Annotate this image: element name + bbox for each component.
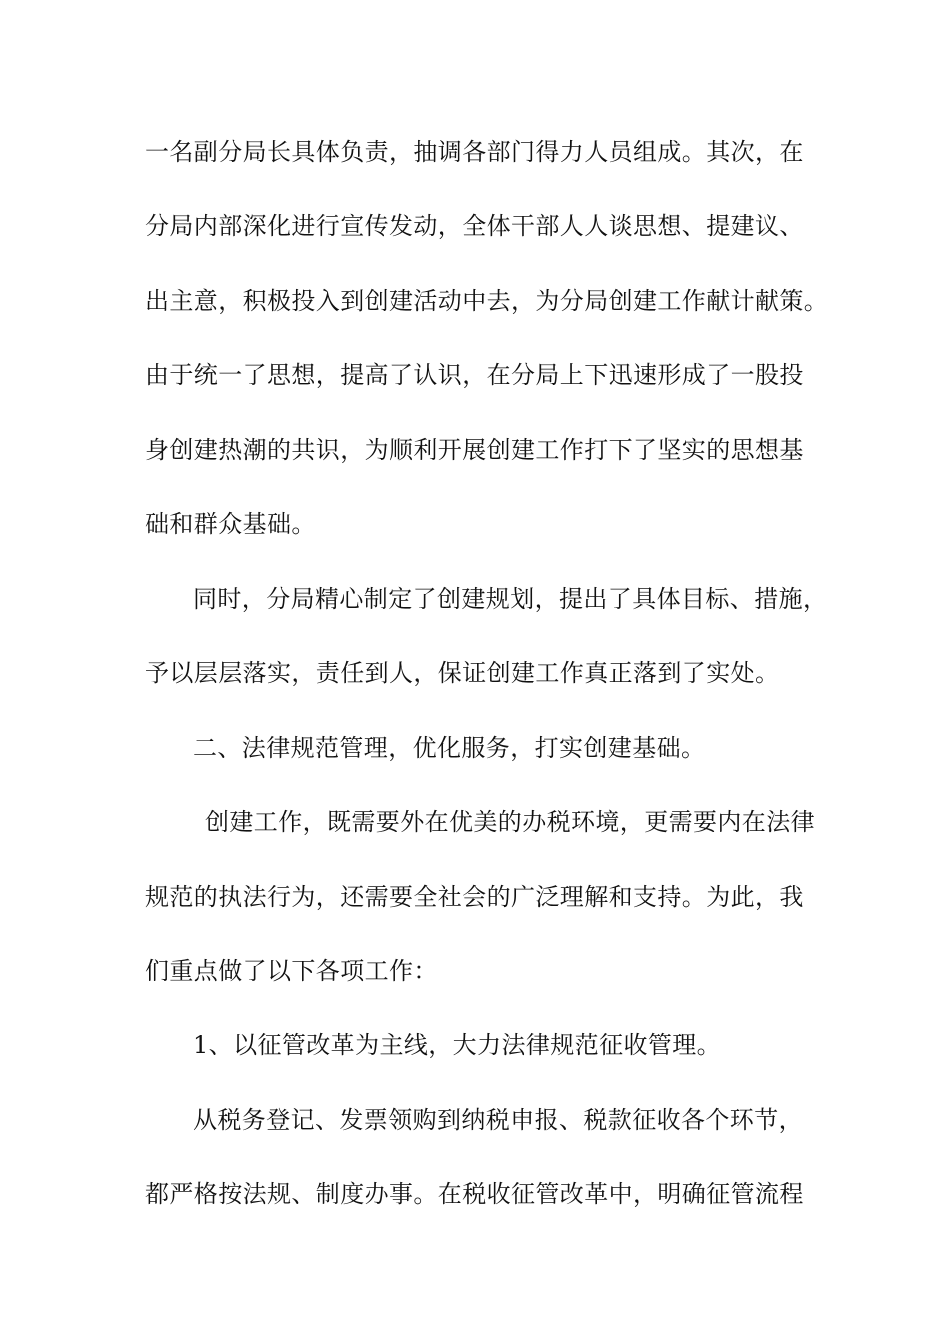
- text-line: 出主意，积极投入到创建活动中去，为分局创建工作献计献策。: [145, 287, 829, 315]
- text-line: 础和群众基础。: [145, 510, 316, 538]
- section-heading: 二、法律规范管理，优化服务，打实创建基础。: [193, 734, 706, 762]
- paragraph-first-line: 同时，分局精心制定了创建规划，提出了具体目标、措施，: [193, 585, 828, 613]
- text-line: 们重点做了以下各项工作：: [145, 957, 438, 985]
- text-line: 予以层层落实，责任到人，保证创建工作真正落到了实处。: [145, 659, 780, 687]
- paragraph-first-line: 创建工作，既需要外在优美的办税环境，更需要内在法律: [205, 808, 815, 836]
- text-line: 规范的执法行为，还需要全社会的广泛理解和支持。为此，我: [145, 883, 804, 911]
- subsection-heading: 1、以征管改革为主线，大力法律规范征收管理。: [193, 1031, 722, 1059]
- text-line: 都严格按法规、制度办事。在税收征管改革中，明确征管流程: [145, 1180, 804, 1208]
- text-line: 分局内部深化进行宣传发动，全体干部人人谈思想、提建议、: [145, 212, 804, 240]
- text-line: 身创建热潮的共识，为顺利开展创建工作打下了坚实的思想基: [145, 436, 804, 464]
- paragraph-first-line: 从税务登记、发票领购到纳税申报、税款征收各个环节，: [193, 1106, 803, 1134]
- text-line: 由于统一了思想，提高了认识，在分局上下迅速形成了一股投: [145, 361, 804, 389]
- text-line: 一名副分局长具体负责，抽调各部门得力人员组成。其次，在: [145, 138, 804, 166]
